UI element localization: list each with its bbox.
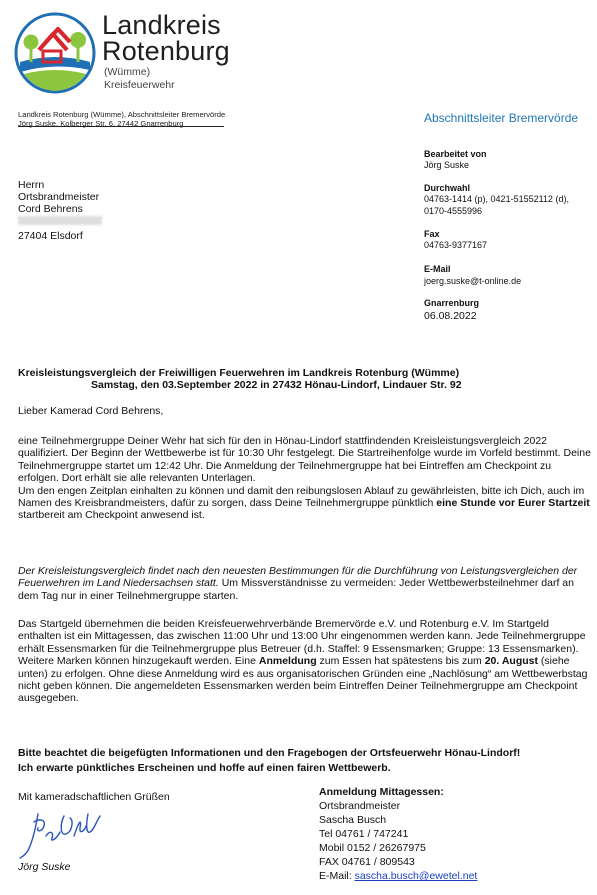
fax-value: 04763-9377167 [424, 240, 488, 250]
handled-by-value: Jörg Suske [424, 160, 470, 170]
fax-label: Fax [424, 229, 440, 239]
closing-note-line2: Ich erwarte pünktliches Erscheinen und hoffe auf einen fairen Wettbewerb. [18, 762, 391, 774]
paragraph-4-bold-a: Anmeldung [258, 655, 317, 668]
registration-title: Anmeldung Mittagessen: [319, 786, 444, 798]
logo-subtitle-line2: Kreisfeuerwehr [104, 79, 175, 91]
closing-note-line1: Bitte beachtet die beigefügten Informationen und den Fragebogen der Ortsfeuerwehr Hönau-Lindorf! [18, 747, 521, 759]
closing-greeting: Mit kameradschaftlichen Grüßen [18, 791, 170, 803]
registration-phone: Tel 04761 / 747241 [319, 828, 409, 840]
paragraph-3-italic: Der Kreisleistungsvergleich findet nach den neuesten Bestimmungen für die Durchführung von Leistungsvergleichen der Feuerwehren im Land Niedersachsen statt. [18, 565, 578, 590]
department-title: Abschnittsleiter Bremervörde [424, 111, 579, 125]
letter-subject-line1: Kreisleistungsvergleich der Freiwilligen Feuerwehren im Landkreis Rotenburg (Wümme) [18, 367, 460, 379]
salutation: Lieber Kamerad Cord Behrens, [18, 405, 164, 417]
paragraph-2-text-c: startbereit am Checkpoint anwesend ist. [18, 509, 205, 522]
paragraph-3 [18, 565, 593, 602]
email-value[interactable]: joerg.suske@t-online.de [424, 276, 522, 286]
email-label: E-Mail [424, 264, 451, 274]
logo-title-line2: Rotenburg [102, 36, 230, 66]
registration-mobile: Mobil 0152 / 26267975 [319, 842, 426, 854]
direct-dial-line1: 04763-1414 (p), 0421-51552112 (d), [424, 194, 569, 204]
registration-email-row [319, 870, 477, 882]
recipient-line2: Ortsbrandmeister [18, 191, 100, 203]
handwritten-signature-icon [16, 806, 108, 860]
paragraph-4 [18, 618, 593, 705]
letter-date: 06.08.2022 [424, 310, 477, 322]
recipient-line5: 27404 Elsdorf [18, 230, 83, 242]
return-address-line2: Jörg Suske, Kolberger Str. 6, 27442 Gnarrenburg [18, 119, 184, 128]
handled-by-label: Bearbeitet von [424, 149, 487, 159]
return-address-line1: Landkreis Rotenburg (Wümme), Abschnittsleiter Bremervörde [18, 110, 226, 119]
paragraph-4-bold-date: 20. August [484, 655, 538, 668]
return-address-divider [18, 126, 224, 127]
paragraph-1 [18, 435, 593, 522]
paragraph-1-text: eine Teilnehmergruppe Deiner Wehr hat sich für den in Hönau-Lindorf stattfindenden Kreisleistungsvergleich 2022 qualifiziert. Der Beginn der Wettbewerbe ist für 10:30 Uhr festgelegt. Die Startreihenfolge wurde im Vorfeld bestimmt. Deine Teilnehmergruppe startet um 12:42 Uhr. Die Anmeldung der Teilnehmergruppe hat bei Eintreffen am Checkpoint zu erfolgen. Dort erhält sie alle relevanten Unterlagen. [18, 435, 591, 485]
redacted-street [18, 216, 102, 225]
signer-name: Jörg Suske [18, 861, 71, 873]
direct-dial-label: Durchwahl [424, 183, 471, 193]
paragraph-2-text-a: Um den engen Zeitplan einhalten zu können und damit den reibungslosen Ablauf zu gewährleisten, bitte ich Dich, auch im Namen des Kreisbrandmeisters, dafür zu sorgen, dass Deine Teilnehmergruppe pünktlich [18, 484, 585, 510]
recipient-line1: Herrn [18, 179, 45, 191]
place-label: Gnarrenburg [424, 298, 480, 308]
paragraph-2-emphasis: eine Stunde vor Eurer Startzeit [436, 497, 590, 510]
paragraph-4-text-e: (siehe unten) zu erfolgen. Ohne diese Anmeldung wird es aus organisatorischen Gründen eine „Nachlösung“ am Wettbewerbstag nicht geben können. Die angemeldeten Essensmarken werden beim Eintreffen Deiner Teilnehmergruppe am Checkpoint ausgegeben. [18, 655, 588, 705]
registration-fax: FAX 04761 / 809543 [319, 856, 415, 868]
paragraph-4-text-a: Das Startgeld übernehmen die beiden Kreisfeuerwehrverbände Bremervörde e.V. und Rotenburg e.V. Im Startgeld enthalten ist ein Mittagessen, das zwischen 11:00 Uhr und 13:00 Uhr eingenommen werden kann. Jede Teilnehmergruppe erhält Essensmarken für die Teilnehmergruppe plus Betreuer (d.h. Staffel: 9 Essensmarken; Gruppe: 13 Essensmarken). Weitere Marken können hinzugekauft werden. Eine [18, 618, 586, 668]
registration-line2: Sascha Busch [319, 814, 387, 826]
letter-subject-line2: Samstag, den 03.September 2022 in 27432 Hönau-Lindorf, Lindauer Str. 92 [91, 379, 462, 391]
recipient-line3: Cord Behrens [18, 203, 83, 215]
registration-email-label: E-Mail: [319, 870, 355, 882]
registration-email-link[interactable]: sascha.busch@ewetel.net [354, 870, 478, 882]
logo-title-line1: Landkreis [102, 10, 221, 40]
logo-subtitle-line1: (Wümme) [104, 66, 151, 78]
direct-dial-line2: 0170-4555996 [424, 206, 483, 216]
landkreis-logo-icon [14, 12, 96, 94]
registration-line1: Ortsbrandmeister [319, 800, 401, 812]
paragraph-4-text-c: zum Essen hat spätestens bis zum [316, 655, 485, 668]
paragraph-3-text: Um Missverständnisse zu vermeiden: Jeder Wettbewerbsteilnehmer darf an dem Tag nur in einer Teilnehmergruppe starten. [18, 577, 574, 602]
